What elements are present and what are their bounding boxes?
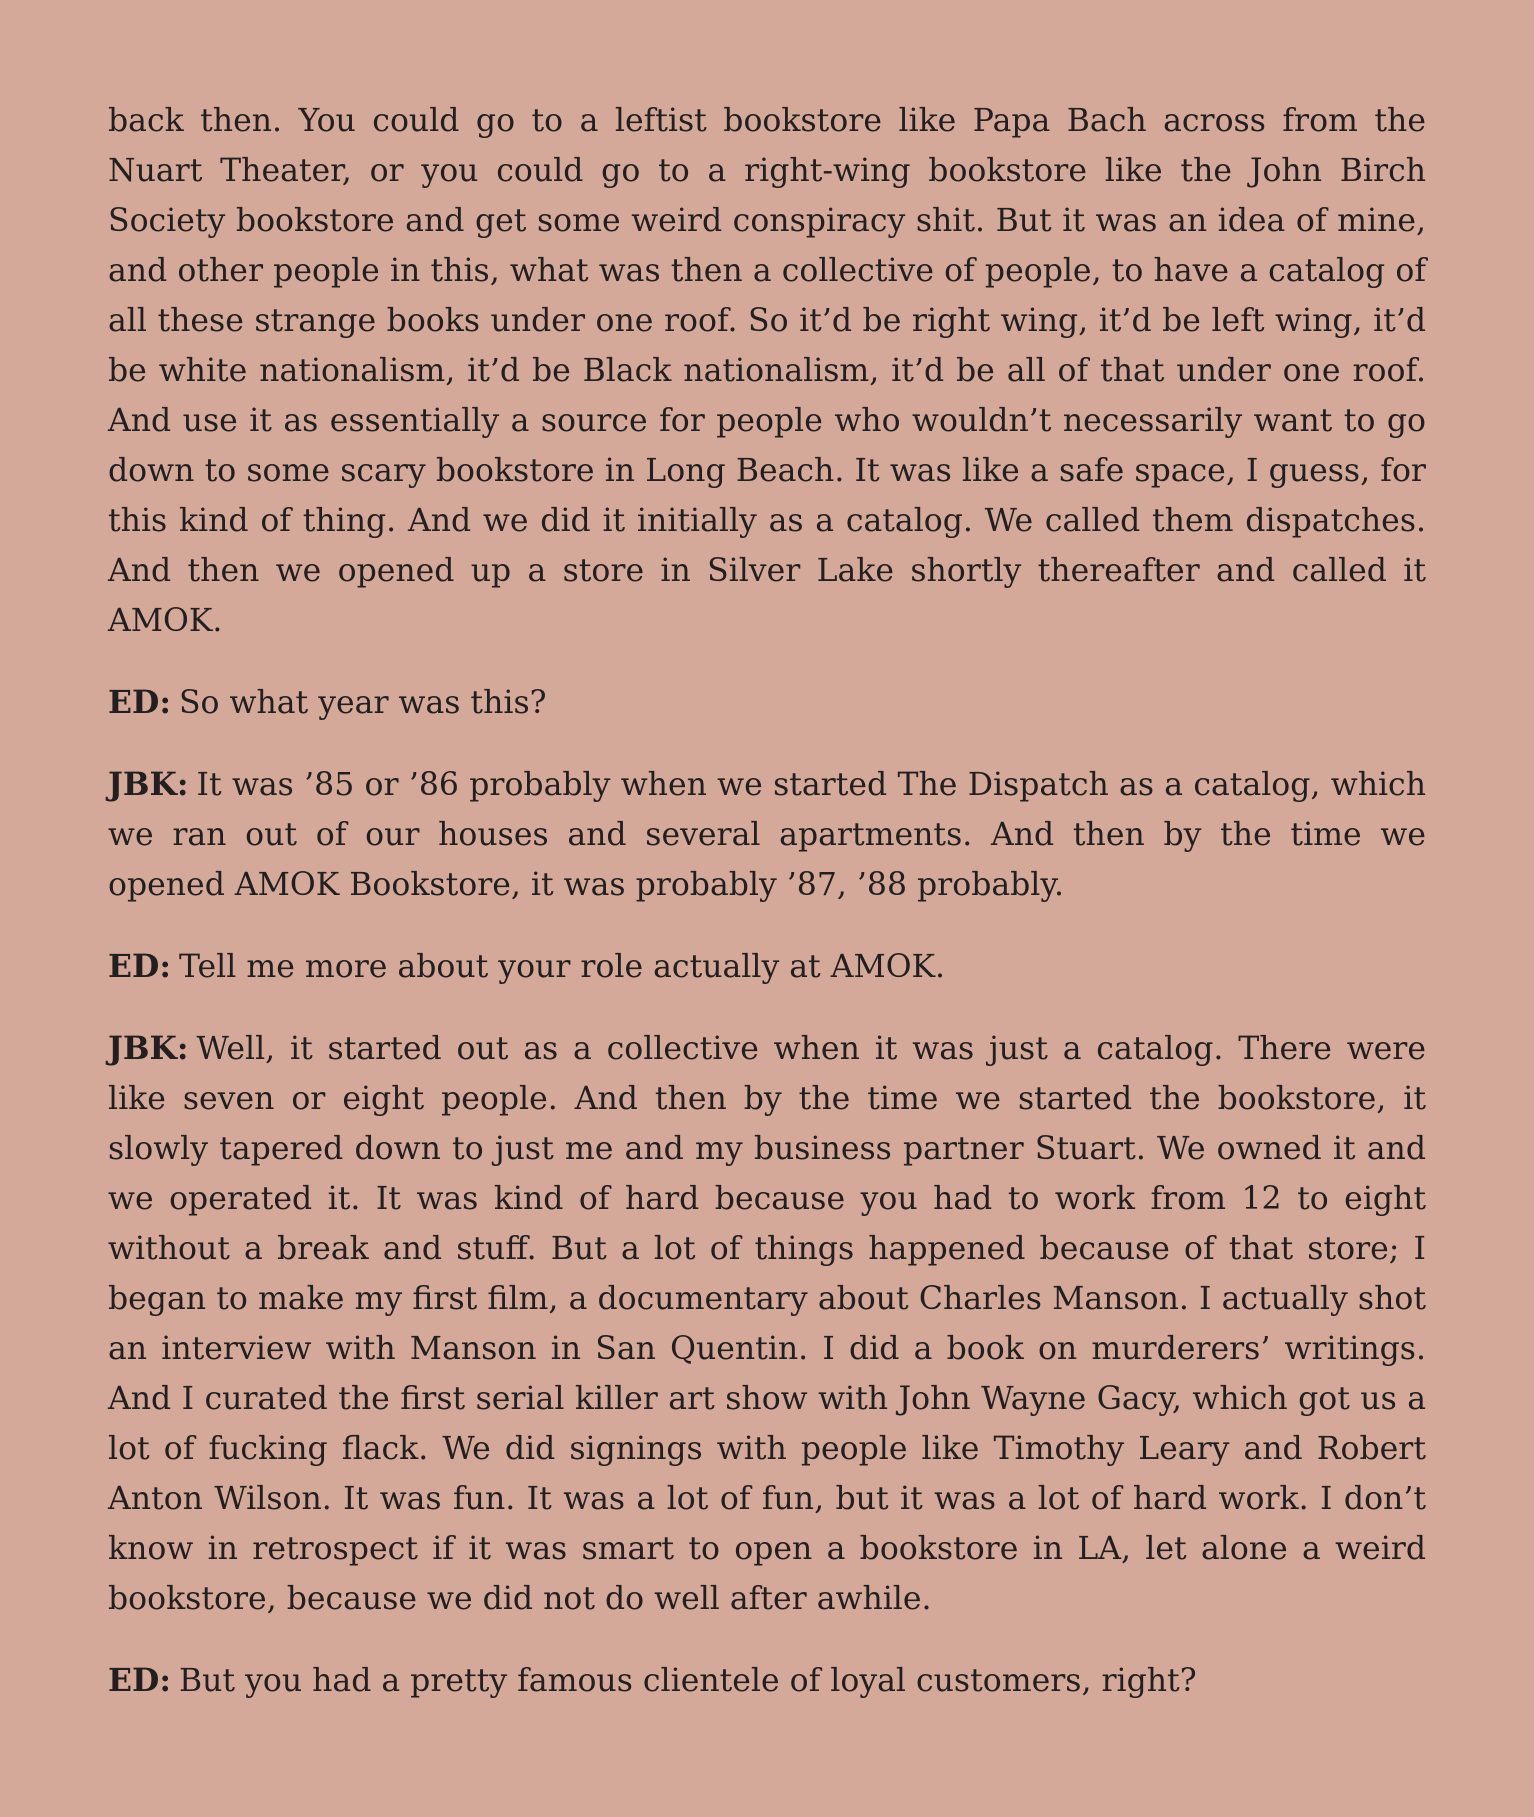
- paragraph-text: back then. You could go to a leftist bookstore like Papa Bach across from the Nuart Theater, or you could go to a right-wing bookstore like the John Birch Society bookstore and get some weird conspiracy shit. But it was an idea of mine, and other people in this, what was then a collective of people, to have a catalog of all these strange books under one roof. So it’d be right wing, it’d be left wing, it’d be white nationalism, it’d be Black nationalism, it’d be all of that under one roof. And use it as essentially a source for people who wouldn’t necessarily want to go down to some scary bookstore in Long Beach. It was like a safe space, I guess, for this kind of thing. And we did it initially as a catalog. We called them dispatches. And then we opened up a store in Silver Lake shortly thereafter and called it AMOK.: [108, 103, 1426, 639]
- paragraph-text: Tell me more about your role actually at AMOK.: [178, 949, 946, 985]
- speaker-label: JBK:: [108, 1030, 189, 1067]
- paragraph-ed-question: [108, 678, 1426, 728]
- paragraph-text: Well, it started out as a collective when it was just a catalog. There were like seven or eight people. And then by the time we started the bookstore, it slowly tapered down to just me and my business partner Stuart. We owned it and we operated it. It was kind of hard because you had to work from 12 to eight without a break and stuff. But a lot of things happened because of that store; I began to make my first film, a documentary about Charles Manson. I actually shot an interview with Manson in San Quentin. I did a book on murderers’ writings. And I curated the first serial killer art show with John Wayne Gacy, which got us a lot of fucking flack. We did signings with people like Timothy Leary and Robert Anton Wilson. It was fun. It was a lot of fun, but it was a lot of hard work. I don’t know in retrospect if it was smart to open a bookstore in LA, let alone a weird bookstore, because we did not do well after awhile.: [108, 1031, 1426, 1617]
- paragraph-ed-question: [108, 942, 1426, 992]
- speaker-label: ED:: [108, 1662, 171, 1699]
- paragraph-continuation: [108, 96, 1426, 646]
- paragraph-jbk-answer: [108, 760, 1426, 910]
- paragraph-text: It was ’85 or ’86 probably when we started The Dispatch as a catalog, which we ran out of our houses and several apartments. And then by the time we opened AMOK Bookstore, it was probably ’87, ’88 probably.: [108, 767, 1426, 903]
- speaker-label: ED:: [108, 948, 171, 985]
- paragraph-ed-question: [108, 1656, 1426, 1706]
- paragraph-text: So what year was this?: [178, 685, 547, 721]
- speaker-label: JBK:: [108, 766, 189, 803]
- speaker-label: ED:: [108, 684, 171, 721]
- interview-text: [108, 96, 1426, 1738]
- paragraph-jbk-answer: [108, 1024, 1426, 1624]
- paragraph-text: But you had a pretty famous clientele of loyal customers, right?: [178, 1663, 1197, 1699]
